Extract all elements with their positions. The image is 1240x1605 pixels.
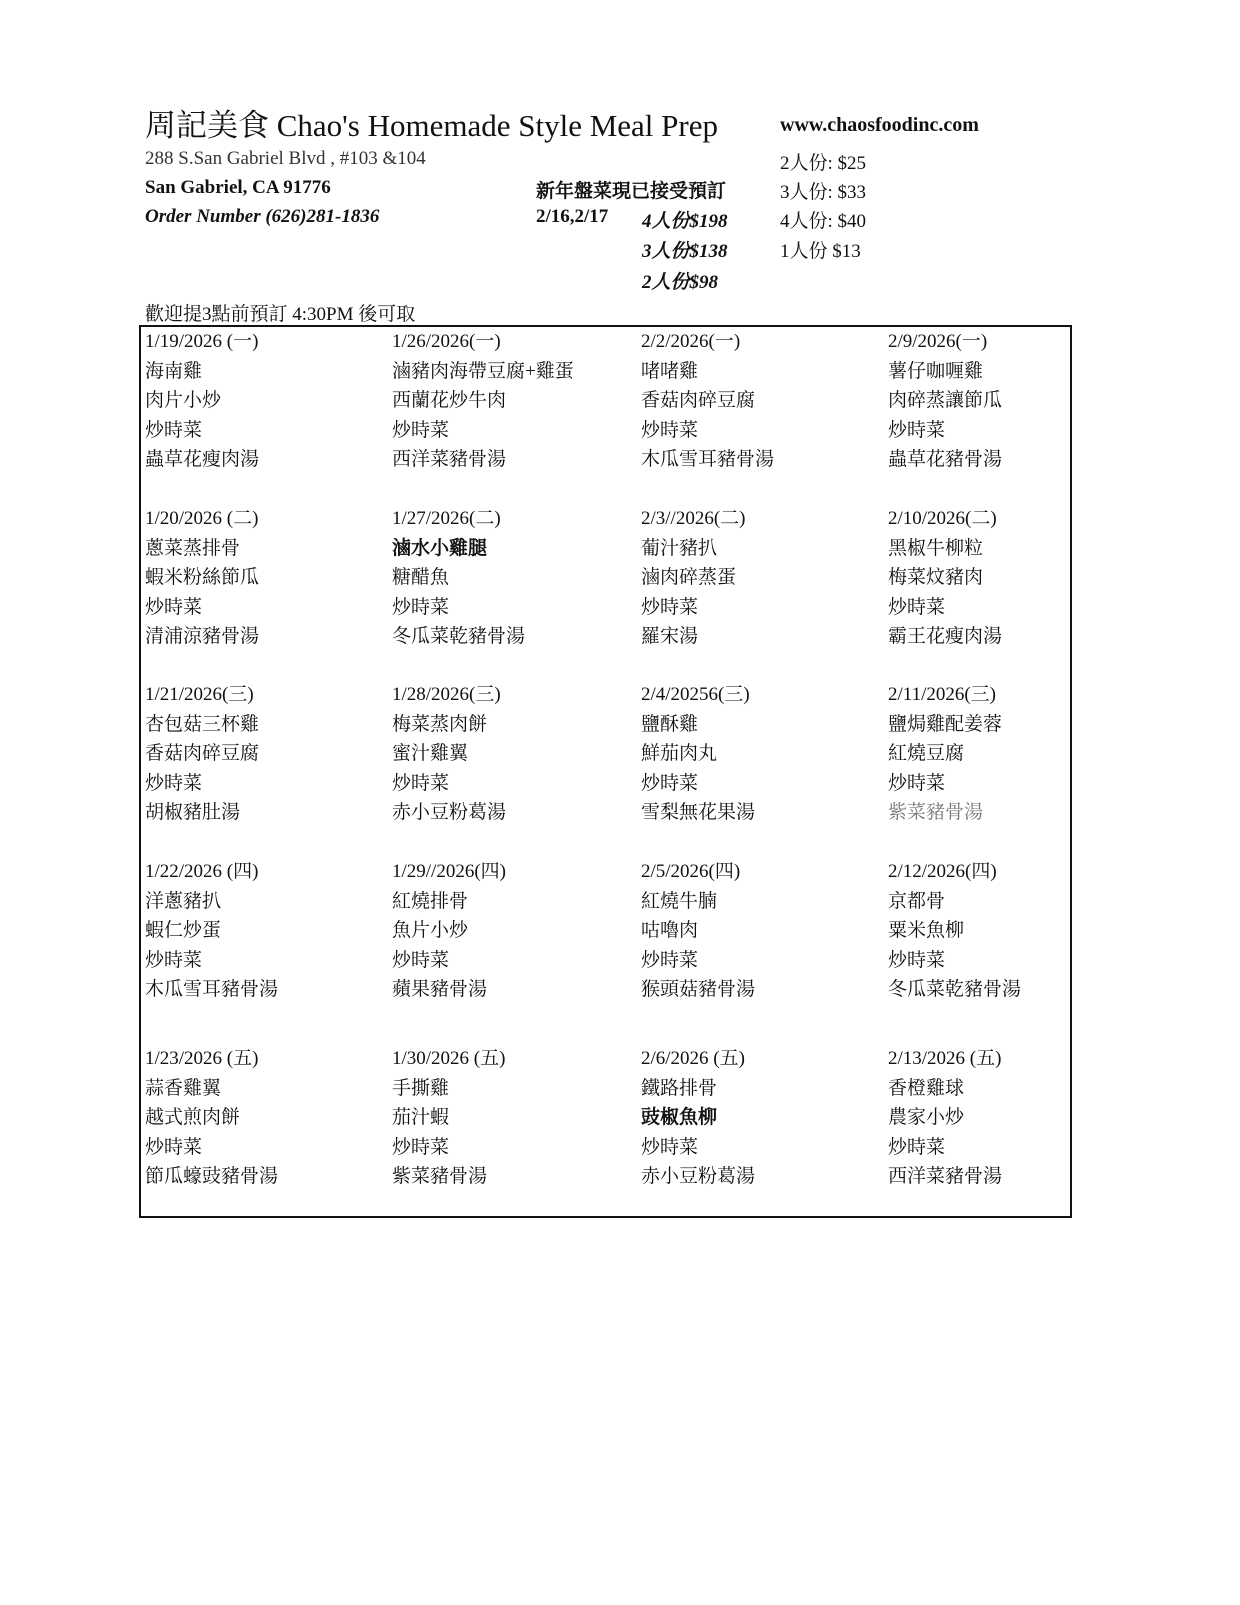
menu-dish: 香橙雞球 <box>888 1077 965 1099</box>
menu-day <box>641 857 881 1005</box>
menu-day <box>888 680 1128 828</box>
menu-dish: 炒時菜 <box>392 949 450 971</box>
menu-date: 2/13/2026 (五) <box>888 1048 1002 1069</box>
menu-date: 1/20/2026 (二) <box>145 508 259 529</box>
menu-dish: 蔥菜蒸排骨 <box>145 537 241 559</box>
menu-dish: 冬瓜菜乾豬骨湯 <box>888 979 1022 1000</box>
menu-dish: 炒時菜 <box>641 419 699 441</box>
menu-day <box>641 680 881 828</box>
menu-dish: 西蘭花炒牛肉 <box>392 390 507 411</box>
website-link[interactable]: www.chaosfoodinc.com <box>780 114 979 136</box>
menu-date: 2/6/2026 (五) <box>641 1048 745 1069</box>
menu-day <box>641 504 881 652</box>
price-3-person: 3人份: $33 <box>780 182 867 203</box>
menu-day <box>392 327 632 475</box>
menu-dish: 炒時菜 <box>145 596 203 618</box>
menu-date: 1/22/2026 (四) <box>145 861 259 882</box>
menu-dish: 炒時菜 <box>145 1136 203 1158</box>
menu-dish: 赤小豆粉葛湯 <box>641 1166 756 1187</box>
menu-dish: 赤小豆粉葛湯 <box>392 802 507 823</box>
menu-day <box>392 1044 632 1192</box>
menu-day <box>641 327 881 475</box>
menu-dish: 雪梨無花果湯 <box>641 802 756 823</box>
menu-dish: 滷水小雞腿 <box>392 537 488 559</box>
menu-date: 1/23/2026 (五) <box>145 1048 259 1069</box>
menu-dish: 炒時菜 <box>888 419 946 441</box>
menu-dish: 炒時菜 <box>641 596 699 618</box>
menu-dish: 豉椒魚柳 <box>641 1107 718 1128</box>
menu-dish: 胡椒豬肚湯 <box>145 802 241 823</box>
order-phone: Order Number (626)281-1836 <box>145 206 380 227</box>
menu-dish: 洋蔥豬扒 <box>145 890 222 912</box>
menu-dish: 蝦仁炒蛋 <box>145 920 222 941</box>
menu-date: 2/4/20256(三) <box>641 684 750 705</box>
menu-dish: 西洋菜豬骨湯 <box>392 449 507 470</box>
new-year-price-2: 2人份$98 <box>642 272 719 293</box>
menu-dish: 糖醋魚 <box>392 567 450 588</box>
menu-dish: 西洋菜豬骨湯 <box>888 1166 1003 1187</box>
menu-dish: 手撕雞 <box>392 1077 450 1099</box>
menu-dish: 炒時菜 <box>145 949 203 971</box>
menu-dish: 魚片小炒 <box>392 920 469 941</box>
new-year-dates: 2/16,2/17 <box>536 206 609 227</box>
menu-date: 1/21/2026(三) <box>145 684 254 705</box>
menu-dish: 猴頭菇豬骨湯 <box>641 979 756 1000</box>
menu-date: 2/9/2026(一) <box>888 331 988 352</box>
menu-date: 2/11/2026(三) <box>888 684 997 705</box>
menu-date: 2/10/2026(二) <box>888 508 997 529</box>
menu-date: 2/3//2026(二) <box>641 508 746 529</box>
menu-dish: 炒時菜 <box>392 596 450 618</box>
menu-date: 1/28/2026(三) <box>392 684 501 705</box>
menu-day <box>888 857 1128 1005</box>
menu-dish: 杏包菇三杯雞 <box>145 713 260 735</box>
menu-dish: 京都骨 <box>888 890 946 912</box>
price-1-person: 1人份 $13 <box>780 241 861 262</box>
menu-dish: 炒時菜 <box>888 1136 946 1158</box>
menu-dish: 蘋果豬骨湯 <box>392 979 488 1000</box>
menu-dish: 炒時菜 <box>145 419 203 441</box>
menu-dish: 炒時菜 <box>888 772 946 794</box>
menu-dish: 蝦米粉絲節瓜 <box>145 567 260 588</box>
menu-dish: 啫啫雞 <box>641 360 699 382</box>
menu-dish: 紫菜豬骨湯 <box>888 802 984 823</box>
menu-dish: 炒時菜 <box>641 949 699 971</box>
menu-dish: 炒時菜 <box>641 772 699 794</box>
menu-dish: 鹽酥雞 <box>641 713 699 735</box>
menu-dish: 紅燒牛腩 <box>641 890 718 912</box>
new-year-price-3: 3人份$138 <box>642 241 728 262</box>
menu-dish: 肉片小炒 <box>145 390 222 411</box>
menu-dish: 鹽焗雞配姜蓉 <box>888 713 1003 735</box>
menu-dish: 蒜香雞翼 <box>145 1077 222 1099</box>
menu-dish: 紅燒豆腐 <box>888 743 965 764</box>
menu-dish: 蜜汁雞翼 <box>392 743 469 764</box>
new-year-price-4: 4人份$198 <box>642 211 728 232</box>
menu-dish: 炒時菜 <box>641 1136 699 1158</box>
menu-dish: 炒時菜 <box>392 1136 450 1158</box>
menu-date: 2/12/2026(四) <box>888 861 997 882</box>
menu-dish: 咕嚕肉 <box>641 920 699 941</box>
menu-dish: 粟米魚柳 <box>888 920 965 941</box>
menu-dish: 越式煎肉餅 <box>145 1107 241 1128</box>
menu-dish: 肉碎蒸讓節瓜 <box>888 390 1003 411</box>
menu-dish: 黑椒牛柳粒 <box>888 537 984 559</box>
city: San Gabriel, CA 91776 <box>145 177 331 198</box>
menu-day <box>392 680 632 828</box>
menu-dish: 葡汁豬扒 <box>641 537 718 559</box>
menu-dish: 炒時菜 <box>888 949 946 971</box>
menu-dish: 炒時菜 <box>392 419 450 441</box>
menu-date: 1/26/2026(一) <box>392 331 501 352</box>
menu-date: 1/27/2026(二) <box>392 508 501 529</box>
menu-day <box>145 680 385 828</box>
order-notice: 歡迎提3點前預訂 4:30PM 後可取 <box>145 304 416 325</box>
menu-dish: 梅菜炆豬肉 <box>888 567 984 588</box>
page-title: 周記美食 Chao's Homemade Style Meal Prep <box>145 108 718 143</box>
menu-dish: 炒時菜 <box>145 772 203 794</box>
menu-dish: 節瓜蠔豉豬骨湯 <box>145 1166 279 1187</box>
menu-dish: 木瓜雪耳豬骨湯 <box>145 979 279 1000</box>
menu-day <box>392 857 632 1005</box>
menu-dish: 香菇肉碎豆腐 <box>641 390 756 411</box>
menu-dish: 蟲草花瘦肉湯 <box>145 449 260 470</box>
menu-dish: 農家小炒 <box>888 1107 965 1128</box>
menu-date: 2/2/2026(一) <box>641 331 741 352</box>
menu-dish: 霸王花瘦肉湯 <box>888 626 1003 647</box>
menu-day <box>888 327 1128 475</box>
menu-dish: 薯仔咖喱雞 <box>888 360 984 382</box>
menu-dish: 滷肉碎蒸蛋 <box>641 567 737 588</box>
new-year-heading: 新年盤菜現已接受預訂 <box>536 181 727 202</box>
menu-dish: 紫菜豬骨湯 <box>392 1166 488 1187</box>
menu-date: 1/30/2026 (五) <box>392 1048 506 1069</box>
menu-dish: 清浦涼豬骨湯 <box>145 626 260 647</box>
menu-day <box>145 327 385 475</box>
menu-dish: 紅燒排骨 <box>392 890 469 912</box>
menu-dish: 香菇肉碎豆腐 <box>145 743 260 764</box>
menu-dish: 蟲草花豬骨湯 <box>888 449 1003 470</box>
price-4-person: 4人份: $40 <box>780 211 867 232</box>
menu-dish: 羅宋湯 <box>641 626 699 647</box>
menu-day <box>392 504 632 652</box>
menu-dish: 梅菜蒸肉餅 <box>392 713 488 735</box>
menu-day <box>145 504 385 652</box>
menu-dish: 鮮茄肉丸 <box>641 743 718 764</box>
menu-date: 1/19/2026 (一) <box>145 331 259 352</box>
menu-day <box>888 504 1128 652</box>
menu-dish: 鐵路排骨 <box>641 1077 718 1099</box>
menu-day <box>145 1044 385 1192</box>
address: 288 S.San Gabriel Blvd , #103 &104 <box>145 148 426 169</box>
menu-dish: 木瓜雪耳豬骨湯 <box>641 449 775 470</box>
menu-dish: 炒時菜 <box>888 596 946 618</box>
menu-dish: 茄汁蝦 <box>392 1107 450 1128</box>
menu-dish: 冬瓜菜乾豬骨湯 <box>392 626 526 647</box>
price-2-person: 2人份: $25 <box>780 153 867 174</box>
menu-date: 1/29//2026(四) <box>392 861 506 882</box>
menu-date: 2/5/2026(四) <box>641 861 741 882</box>
menu-day <box>641 1044 881 1192</box>
menu-day <box>888 1044 1128 1192</box>
menu-day <box>145 857 385 1005</box>
menu-dish: 海南雞 <box>145 360 203 382</box>
menu-dish: 炒時菜 <box>392 772 450 794</box>
menu-dish: 滷豬肉海帶豆腐+雞蛋 <box>392 360 574 382</box>
